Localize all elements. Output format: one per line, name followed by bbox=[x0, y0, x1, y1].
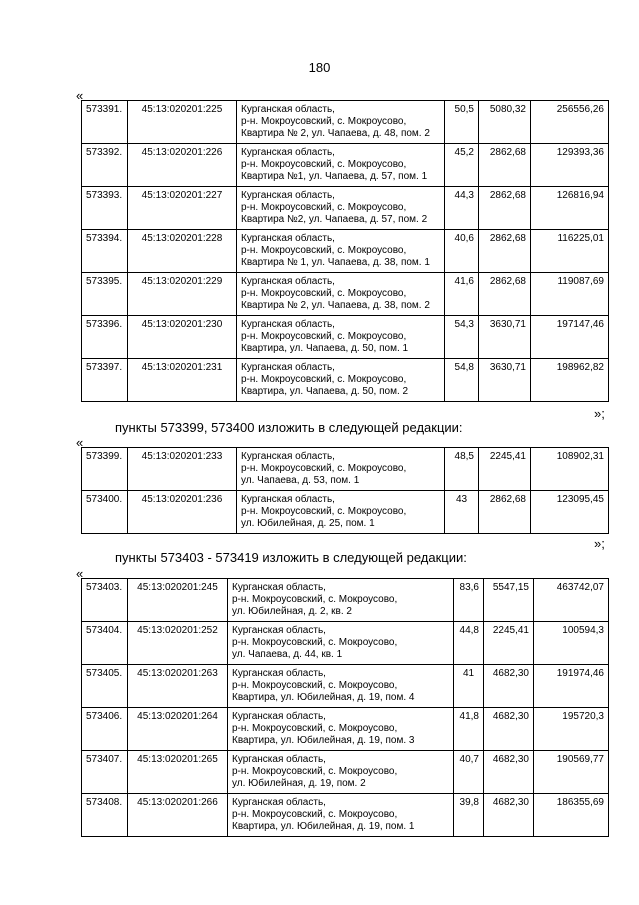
address-line: Квартира №2, ул. Чапаева, д. 57, пом. 2 bbox=[241, 214, 428, 225]
row-number-cell: 573400. bbox=[82, 491, 128, 534]
area-cell: 54,8 bbox=[445, 359, 479, 402]
address-cell bbox=[228, 794, 454, 837]
table-row bbox=[82, 187, 609, 230]
table-row bbox=[82, 794, 609, 837]
total-cell: 197147,46 bbox=[531, 316, 609, 359]
cadastral-number-cell: 45:13:020201:245 bbox=[128, 579, 228, 622]
address-cell bbox=[228, 751, 454, 794]
area-cell: 50,5 bbox=[445, 101, 479, 144]
address-cell bbox=[228, 622, 454, 665]
address-cell bbox=[228, 579, 454, 622]
open-quote-1: « bbox=[76, 88, 84, 103]
total-cell: 129393,36 bbox=[531, 144, 609, 187]
price-cell: 4682,30 bbox=[484, 751, 534, 794]
total-cell: 195720,3 bbox=[534, 708, 609, 751]
address-cell bbox=[228, 708, 454, 751]
address-cell bbox=[237, 144, 445, 187]
close-quote-2: »; bbox=[594, 536, 605, 551]
table-row bbox=[82, 579, 609, 622]
address-line: Квартира № 2, ул. Чапаева, д. 38, пом. 2 bbox=[241, 300, 430, 311]
address-cell bbox=[237, 359, 445, 402]
address-line: Курганская область, bbox=[241, 190, 335, 201]
row-number-cell: 573396. bbox=[82, 316, 128, 359]
table-row bbox=[82, 144, 609, 187]
total-cell: 463742,07 bbox=[534, 579, 609, 622]
address-line: Курганская область, bbox=[241, 362, 335, 373]
address-line: р-н. Мокроусовский, с. Мокроусово, bbox=[232, 637, 398, 648]
address-line: р-н. Мокроусовский, с. Мокроусово, bbox=[241, 374, 407, 385]
address-line: р-н. Мокроусовский, с. Мокроусово, bbox=[241, 288, 407, 299]
address-line: р-н. Мокроусовский, с. Мокроусово, bbox=[241, 331, 407, 342]
address-line: р-н. Мокроусовский, с. Мокроусово, bbox=[241, 506, 407, 517]
address-line: р-н. Мокроусовский, с. Мокроусово, bbox=[241, 159, 407, 170]
price-cell: 2862,68 bbox=[479, 187, 531, 230]
address-line: Квартира № 1, ул. Чапаева, д. 38, пом. 1 bbox=[241, 257, 430, 268]
address-cell bbox=[237, 273, 445, 316]
address-line: Квартира, ул. Юбилейная, д. 19, пом. 4 bbox=[232, 692, 415, 703]
total-cell: 116225,01 bbox=[531, 230, 609, 273]
address-line: ул. Чапаева, д. 53, пом. 1 bbox=[241, 475, 360, 486]
address-line: Курганская область, bbox=[241, 233, 335, 244]
address-cell bbox=[237, 230, 445, 273]
area-cell: 40,7 bbox=[454, 751, 484, 794]
price-cell: 2862,68 bbox=[479, 273, 531, 316]
area-cell: 44,8 bbox=[454, 622, 484, 665]
total-cell: 126816,94 bbox=[531, 187, 609, 230]
row-number-cell: 573405. bbox=[82, 665, 128, 708]
close-quote-1: »; bbox=[594, 406, 605, 421]
table-row bbox=[82, 751, 609, 794]
open-quote-3: « bbox=[76, 566, 84, 581]
total-cell: 119087,69 bbox=[531, 273, 609, 316]
price-cell: 5080,32 bbox=[479, 101, 531, 144]
address-line: Курганская область, bbox=[241, 147, 335, 158]
total-cell: 123095,45 bbox=[531, 491, 609, 534]
instruction-2: пункты 573403 - 573419 изложить в следующей редакции: bbox=[115, 550, 467, 565]
address-line: ул. Чапаева, д. 44, кв. 1 bbox=[232, 649, 343, 660]
address-line: р-н. Мокроусовский, с. Мокроусово, bbox=[241, 245, 407, 256]
row-number-cell: 573392. bbox=[82, 144, 128, 187]
cadastral-number-cell: 45:13:020201:227 bbox=[128, 187, 237, 230]
address-line: р-н. Мокроусовский, с. Мокроусово, bbox=[241, 463, 407, 474]
address-cell bbox=[228, 665, 454, 708]
price-cell: 4682,30 bbox=[484, 794, 534, 837]
table-row bbox=[82, 491, 609, 534]
table-row bbox=[82, 273, 609, 316]
row-number-cell: 573391. bbox=[82, 101, 128, 144]
address-cell bbox=[237, 316, 445, 359]
address-line: р-н. Мокроусовский, с. Мокроусово, bbox=[232, 594, 398, 605]
total-cell: 198962,82 bbox=[531, 359, 609, 402]
price-cell: 2245,41 bbox=[479, 448, 531, 491]
address-line: ул. Юбилейная, д. 2, кв. 2 bbox=[232, 606, 352, 617]
address-line: Квартира № 2, ул. Чапаева, д. 48, пом. 2 bbox=[241, 128, 430, 139]
address-line: Курганская область, bbox=[232, 625, 326, 636]
cadastral-number-cell: 45:13:020201:236 bbox=[128, 491, 237, 534]
price-cell: 3630,71 bbox=[479, 316, 531, 359]
address-line: р-н. Мокроусовский, с. Мокроусово, bbox=[232, 809, 398, 820]
price-cell: 2862,68 bbox=[479, 230, 531, 273]
row-number-cell: 573394. bbox=[82, 230, 128, 273]
area-cell: 48,5 bbox=[445, 448, 479, 491]
table-row bbox=[82, 665, 609, 708]
address-line: Курганская область, bbox=[232, 711, 326, 722]
total-cell: 256556,26 bbox=[531, 101, 609, 144]
area-cell: 41 bbox=[454, 665, 484, 708]
page-number: 180 bbox=[308, 60, 331, 75]
address-line: Курганская область, bbox=[241, 451, 335, 462]
table-row bbox=[82, 316, 609, 359]
table-row bbox=[82, 359, 609, 402]
area-cell: 41,6 bbox=[445, 273, 479, 316]
cadastral-number-cell: 45:13:020201:266 bbox=[128, 794, 228, 837]
cadastral-number-cell: 45:13:020201:229 bbox=[128, 273, 237, 316]
area-cell: 43 bbox=[445, 491, 479, 534]
cadastral-number-cell: 45:13:020201:228 bbox=[128, 230, 237, 273]
table-2 bbox=[81, 447, 609, 534]
row-number-cell: 573406. bbox=[82, 708, 128, 751]
total-cell: 100594,3 bbox=[534, 622, 609, 665]
address-line: Квартира, ул. Чапаева, д. 50, пом. 1 bbox=[241, 343, 409, 354]
price-cell: 4682,30 bbox=[484, 708, 534, 751]
area-cell: 40,6 bbox=[445, 230, 479, 273]
address-line: ул. Юбилейная, д. 19, пом. 2 bbox=[232, 778, 366, 789]
address-line: ул. Юбилейная, д. 25, пом. 1 bbox=[241, 518, 375, 529]
area-cell: 39,8 bbox=[454, 794, 484, 837]
address-line: р-н. Мокроусовский, с. Мокроусово, bbox=[241, 116, 407, 127]
cadastral-number-cell: 45:13:020201:233 bbox=[128, 448, 237, 491]
table-1 bbox=[81, 100, 609, 402]
address-cell bbox=[237, 187, 445, 230]
row-number-cell: 573397. bbox=[82, 359, 128, 402]
address-line: р-н. Мокроусовский, с. Мокроусово, bbox=[241, 202, 407, 213]
address-line: Курганская область, bbox=[241, 494, 335, 505]
address-line: Курганская область, bbox=[232, 754, 326, 765]
price-cell: 4682,30 bbox=[484, 665, 534, 708]
address-line: р-н. Мокроусовский, с. Мокроусово, bbox=[232, 680, 398, 691]
row-number-cell: 573393. bbox=[82, 187, 128, 230]
address-line: р-н. Мокроусовский, с. Мокроусово, bbox=[232, 766, 398, 777]
cadastral-number-cell: 45:13:020201:225 bbox=[128, 101, 237, 144]
cadastral-number-cell: 45:13:020201:226 bbox=[128, 144, 237, 187]
row-number-cell: 573395. bbox=[82, 273, 128, 316]
price-cell: 2245,41 bbox=[484, 622, 534, 665]
address-cell bbox=[237, 491, 445, 534]
address-line: Курганская область, bbox=[232, 582, 326, 593]
table-3 bbox=[81, 578, 609, 837]
cadastral-number-cell: 45:13:020201:230 bbox=[128, 316, 237, 359]
cadastral-number-cell: 45:13:020201:265 bbox=[128, 751, 228, 794]
address-line: Квартира №1, ул. Чапаева, д. 57, пом. 1 bbox=[241, 171, 428, 182]
price-cell: 5547,15 bbox=[484, 579, 534, 622]
price-cell: 2862,68 bbox=[479, 491, 531, 534]
total-cell: 190569,77 bbox=[534, 751, 609, 794]
row-number-cell: 573407. bbox=[82, 751, 128, 794]
area-cell: 83,6 bbox=[454, 579, 484, 622]
cadastral-number-cell: 45:13:020201:263 bbox=[128, 665, 228, 708]
address-line: Курганская область, bbox=[232, 668, 326, 679]
row-number-cell: 573399. bbox=[82, 448, 128, 491]
price-cell: 2862,68 bbox=[479, 144, 531, 187]
total-cell: 108902,31 bbox=[531, 448, 609, 491]
address-cell bbox=[237, 448, 445, 491]
address-line: Квартира, ул. Юбилейная, д. 19, пом. 3 bbox=[232, 735, 415, 746]
row-number-cell: 573404. bbox=[82, 622, 128, 665]
cadastral-number-cell: 45:13:020201:231 bbox=[128, 359, 237, 402]
row-number-cell: 573403. bbox=[82, 579, 128, 622]
cadastral-number-cell: 45:13:020201:264 bbox=[128, 708, 228, 751]
address-line: Курганская область, bbox=[241, 319, 335, 330]
cadastral-number-cell: 45:13:020201:252 bbox=[128, 622, 228, 665]
area-cell: 41,8 bbox=[454, 708, 484, 751]
address-line: Квартира, ул. Юбилейная, д. 19, пом. 1 bbox=[232, 821, 415, 832]
total-cell: 186355,69 bbox=[534, 794, 609, 837]
total-cell: 191974,46 bbox=[534, 665, 609, 708]
open-quote-2: « bbox=[76, 435, 84, 450]
table-row bbox=[82, 448, 609, 491]
instruction-1: пункты 573399, 573400 изложить в следующей редакции: bbox=[115, 420, 463, 435]
address-line: Курганская область, bbox=[232, 797, 326, 808]
address-line: Квартира, ул. Чапаева, д. 50, пом. 2 bbox=[241, 386, 409, 397]
address-line: р-н. Мокроусовский, с. Мокроусово, bbox=[232, 723, 398, 734]
address-line: Курганская область, bbox=[241, 276, 335, 287]
table-row bbox=[82, 230, 609, 273]
row-number-cell: 573408. bbox=[82, 794, 128, 837]
address-cell bbox=[237, 101, 445, 144]
table-row bbox=[82, 708, 609, 751]
price-cell: 3630,71 bbox=[479, 359, 531, 402]
table-row bbox=[82, 101, 609, 144]
area-cell: 44,3 bbox=[445, 187, 479, 230]
area-cell: 54,3 bbox=[445, 316, 479, 359]
area-cell: 45,2 bbox=[445, 144, 479, 187]
address-line: Курганская область, bbox=[241, 104, 335, 115]
table-row bbox=[82, 622, 609, 665]
